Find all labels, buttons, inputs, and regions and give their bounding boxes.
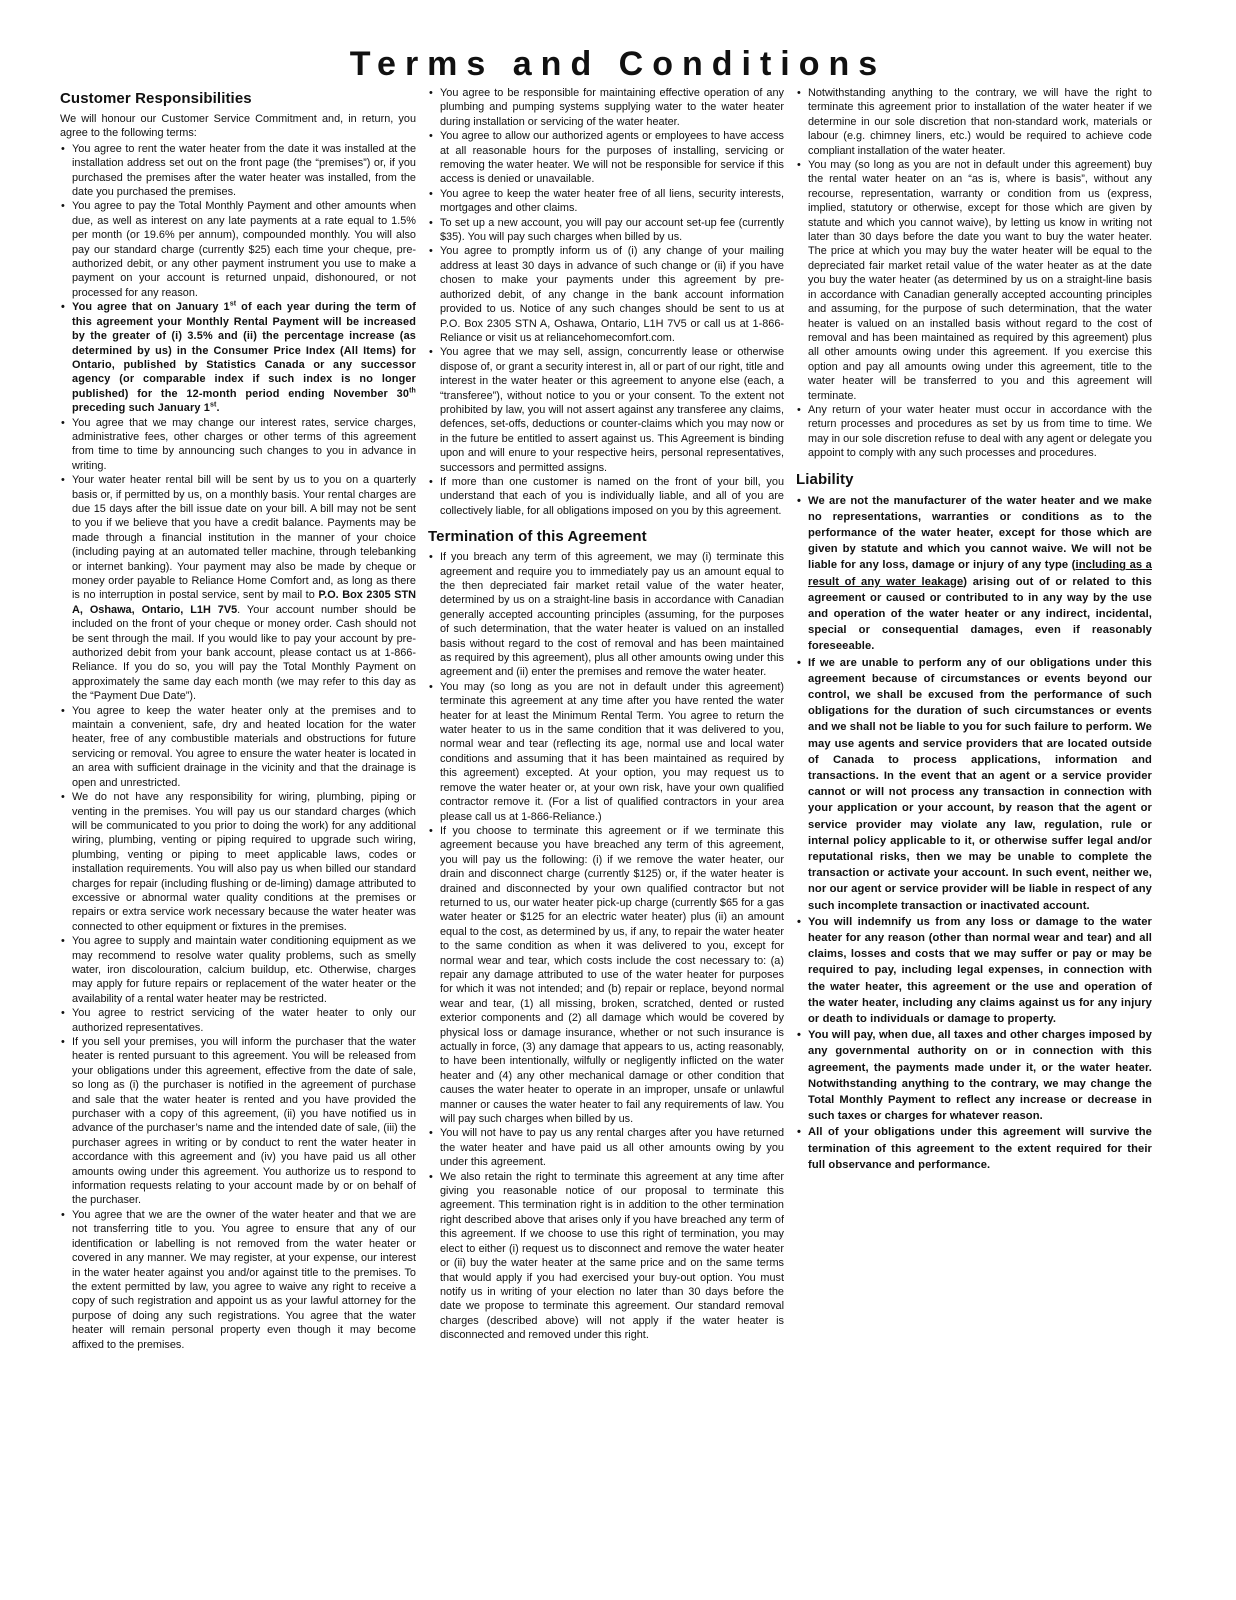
- intro-text: We will honour our Customer Service Commitment and, in return, you agree to the following terms:: [60, 113, 416, 140]
- list-item: • All of your obligations under this agreement will survive the termination of this agreement to the extent required for their full observance and performance.: [794, 1124, 1152, 1173]
- liability-list: [794, 493, 1152, 1174]
- list-item: • You agree to keep the water heater only at the premises and to maintain a convenient, safe, dry and heated location for the water heater, free of any combustible materials and obstructions for future servicing or removal. You agree to ensure the water heater is located in an area with sufficient drainage in the vicinity and that the drainage is open and unrestricted.: [58, 704, 416, 790]
- list-item: • You agree to allow our authorized agents or employees to have access at all reasonable hours for the purposes of installing, servicing or removing the water heater. We will not be responsible for service if this access is denied or unavailable.: [426, 129, 784, 187]
- column-3: [794, 86, 1152, 1556]
- list-item: • You agree to pay the Total Monthly Payment and other amounts when due, as well as interest on any late payments at a rate equal to 1.5% per month (or 19.6% per annum), compounded monthly. You will also pay our standard charge (currently $25) each time your cheque, pre-authorized debit, or any other payment instrument you use to make a payment on your account is returned unpaid, dishonoured, or not processed for any reason.: [58, 199, 416, 300]
- superscript: st: [229, 300, 237, 308]
- list-item: • If more than one customer is named on the front of your bill, you understand that each of you is individually liable, and all of you are collectively liable, for all obligations imposed on you by this agreement.: [426, 475, 784, 518]
- underlined-text: including as a result of any water leakage: [808, 559, 1152, 588]
- text-segment: . Your account number should be included on the front of your cheque or money order. Cash should not be sent through the mail. If you would like to pay your account by pre-authorized debit from your bank account, please contact us at 1-866-Reliance. If you do so, you will pay the Total Monthly Payment on approximately the same day each month (we may refer to this day as the “Payment Due Date”).: [72, 603, 416, 703]
- customer-responsibilities-list-continued: [426, 86, 784, 518]
- list-item: • You agree to promptly inform us of (i) any change of your mailing address at least 30 days in advance of such change or (ii) if you have chosen to make your payments under this agreement by pre-authorized debit, of any change in the bank account information provided to us. Notice of any such changes should be sent to us at P.O. Box 2305 STN A, Oshawa, Ontario, L1H 7V5 or call us at 1-866-Reliance or visit us at reliancehomecomfort.com.: [426, 244, 784, 345]
- section-heading-customer-responsibilities: Customer Responsibilities: [60, 90, 252, 107]
- list-item: • You may (so long as you are not in default under this agreement) buy the rental water heater on an “as is, where is basis”, without any recourse, representation, warranty or condition from us (express, implied, statutory or otherwise, except for those which are given by statute and which you cannot waive), by letting us know in writing not later than 30 days before the date you want to buy the water heater. The price at which you may buy the water heater will be equal to the depreciated fair market retail value of the water heater as at the date you buy the water heater (as determined by us on a straight-line basis in accordance with Canadian generally accepted accounting principles and assuming, for the purpose of such determination, that the water heater is valued on an installed basis without regard to the cost of removal and has been maintained as required by this agreement) plus all other amounts owing under this agreement. If you exercise this option and pay all amounts owing under this agreement, title to the water heater will be transferred to you and this agreement will terminate.: [794, 158, 1152, 403]
- list-item: [794, 493, 1152, 655]
- list-item: • You agree that we may change our interest rates, service charges, administrative fees, other charges or other terms of this agreement from time to time by announcing such changes to you in advance in writing.: [58, 416, 416, 474]
- superscript: st: [209, 401, 217, 409]
- text-segment: .: [216, 402, 220, 415]
- text-segment: ) arising out of or related to this agreement or caused or contributed to in any way by the use and operation of the water heater or any indirect, incidental, special or consequential damages, even if reasonably foreseeable.: [808, 575, 1152, 653]
- list-item: • You will pay, when due, all taxes and other charges imposed by any governmental authority on or in connection with this agreement, the payments made under it, or the water heater. Notwithstanding anything to the contrary, we may change the Total Monthly Payment to reflect any increase or decrease in such taxes or charges for whatever reason.: [794, 1027, 1152, 1124]
- list-item: • You will not have to pay us any rental charges after you have returned the water heater and have paid us all other amounts owing by you under this agreement.: [426, 1126, 784, 1169]
- list-item: • You agree to supply and maintain water conditioning equipment as we may recommend to resolve water quality problems, such as smelly water, iron discolouration, calcium buildup, etc. Otherwise, charges may apply for future repairs or replacement of the water heater or the availability of a rental water heater may be restricted.: [58, 934, 416, 1006]
- list-item: • You agree to be responsible for maintaining effective operation of any plumbing and pumping systems supplying water to the water heater during installation or servicing of the water heater.: [426, 86, 784, 129]
- text-segment: We are not the manufacturer of the water heater and we make no representations, warranties or conditions as to the performance of the water heater, except for those which are given by statute and which you cannot waive. We will not be liable for any loss, damage or injury of any type (: [808, 494, 1152, 572]
- text-segment: of each year during the term of this agreement your Monthly Rental Payment will be increased by the greater of (i) 3.5% and (ii) the percentage increase (as determined by us) in the Consumer Price Index (All Items) for Ontario, published by Statistics Canada or any successor agency (or comparable index if such index is no longer published) for the 12-month period ending November 30: [72, 301, 416, 400]
- text-segment: Your water heater rental bill will be sent by us to you on a quarterly basis or, if permitted by us, on a monthly basis. Your rental charges are due 15 days after the bill issue date on your bill. A bill may not be sent to you if we believe that you have a credit balance. Payments may be made through a financial institution in the manner of your choice (including paying at an automated teller machine, through telebanking or internet banking). Your payment may also be made by cheque or money order payable to Reliance Home Comfort and, as long as there is no interruption in postal service, sent by mail to: [72, 474, 416, 602]
- list-item: • If you sell your premises, you will inform the purchaser that the water heater is rented pursuant to this agreement. You will be released from your obligations under this agreement, effective from the date of sale, so long as (i) the purchaser is notified in the agreement of purchase and sale that the water heater is rented and you have provided the purchaser with a copy of this agreement, (ii) you have notified us in advance of the purchaser’s name and the intended date of sale, (iii) the purchaser agrees in writing or by conduct to rent the water heater in accordance with this agreement and (iv) you have paid us all other amounts owing under this agreement. You authorize us to respond to information requests relating to your account made by or on behalf of the purchaser.: [58, 1035, 416, 1208]
- list-item: • You may (so long as you are not in default under this agreement) terminate this agreement at any time after you have rented the water heater for at least the Minimum Rental Term. You agree to return the water heater to us in the same condition that it was delivered to you, normal wear and tear (reflecting its age, normal use and local water conditions and assuming that it has been maintained as required by this agreement) excepted. At your option, you may request us to remove the water heater or, at your own risk, have your own qualified contractor remove it. (For a list of qualified contractors in your area please call us at 1-866-Reliance.): [426, 680, 784, 824]
- list-item: • You will indemnify us from any loss or damage to the water heater for any reason (other than normal wear and tear) and all claims, losses and costs that we may suffer or pay or may be required to pay, including legal expenses, in connection with the water heater, this agreement or the use and operation of the water heater, including any claims against us for any injury or death to individuals or damage to property.: [794, 914, 1152, 1027]
- column-2: [426, 86, 784, 1556]
- list-item: • We also retain the right to terminate this agreement at any time after giving you reasonable notice of our proposal to terminate this agreement. This termination right is in addition to the other termination right described above that arises only if you have breached any term of this agreement. If we choose to use this right of termination, you may elect to either (i) request us to disconnect and remove the water heater or (ii) buy the water heater at the same price and on the same terms that would apply if you had exercised your buy-out option. You must notify us in writing of your election no later than 30 days before the date we propose to terminate this agreement. Our standard removal charges (described above) will not apply if the water heater is disconnected and removed under this right.: [426, 1170, 784, 1343]
- page-title: Terms and Conditions: [349, 45, 887, 83]
- list-item: • To set up a new account, you will pay our account set-up fee (currently $35). You will pay such charges when billed by us.: [426, 216, 784, 245]
- list-item: • You agree to keep the water heater free of all liens, security interests, mortgages and other claims.: [426, 187, 784, 216]
- list-item: • If you breach any term of this agreement, we may (i) terminate this agreement and require you to immediately pay us an amount equal to the then depreciated fair market retail value of the water heater, determined by us on a straight-line basis in accordance with Canadian generally accepted accounting principles (assuming, for the purposes of such determination, that the water heater is valued on an installed basis without regard to the cost of removal and has been maintained as required by this agreement), plus all other amounts owing under this agreement and (ii) enter the premises and remove the water heater.: [426, 550, 784, 680]
- mailing-address: P.O. Box 2305 STN A, Oshawa, Ontario, L1H 7V5: [72, 589, 416, 616]
- list-item: [58, 473, 416, 704]
- customer-responsibilities-list: [58, 142, 416, 1352]
- list-item: • Any return of your water heater must occur in accordance with the return processes and procedures as set by us from time to time. We may in our sole discretion refuse to deal with any agent or delegate you appoint to comply with any such processes and procedures.: [794, 403, 1152, 461]
- list-item: • You agree that we are the owner of the water heater and that we are not transferring title to you. You agree to ensure that any of our identification or labelling is not removed from the water heater or covered in any manner. We may register, at your expense, our interest in the water heater against you and/or against title to the premises. To the extent permitted by law, you agree to waive any right to receive a copy of such registration and appoint us as your lawful attorney for the purpose of doing any such registrations. You agree that the water heater will remain personal property even though it may become affixed to the premises.: [58, 1208, 416, 1352]
- section-heading-liability: Liability: [796, 470, 854, 488]
- text-segment: You agree that on January 1: [72, 301, 230, 314]
- list-item: • Notwithstanding anything to the contrary, we will have the right to terminate this agreement prior to installation of the water heater if we determine in our sole discretion that non-standard work, materials or labour (e.g. chimney liners, etc.) would be required to achieve code compliant installation of the water heater.: [794, 86, 1152, 158]
- superscript: th: [409, 387, 416, 395]
- list-item: • You agree to rent the water heater from the date it was installed at the installation address set out on the front page (the “premises”) or, if you purchased the premises after the water heater was installed, from the date you purchased the premises.: [58, 142, 416, 200]
- list-item: • If we are unable to perform any of our obligations under this agreement because of circumstances or events beyond our control, we shall be excused from the performance of such obligations for the duration of such circumstances or events and we shall not be liable to you for such failure to perform. We may use agents and service providers that are located outside of Canada to process applications, information and transactions. In the event that an agent or a service provider cannot or will not process any transaction in connection with your application or your account, by reason that the agent or service provider may violate any law, regulation, rule or internal policy applicable to it, or otherwise suffer legal and/or reputational risks, then we may be unable to complete the transaction or activate your account. In such event, neither we, nor our agent or service provider will be liable in respect of any such incomplete transaction or inactivated account.: [794, 655, 1152, 914]
- section-heading-termination: Termination of this Agreement: [428, 528, 647, 546]
- list-item: • We do not have any responsibility for wiring, plumbing, piping or venting in the premises. You will pay us our standard charges (which will be communicated to you prior to doing the work) for any additional wiring, plumbing, venting or piping required to upgrade such wiring, plumbing, venting or piping to meet applicable laws, codes or installation requirements. You will also pay us when billed our standard charges for repair (including flushing or de-liming) damage attributed to excessive or abnormal water quality conditions at the premises or repairs or extra service work necessary because the water heater was connected to other equipment or fixtures in the premises.: [58, 790, 416, 934]
- termination-list: [426, 550, 784, 1342]
- list-item: • If you choose to terminate this agreement or if we terminate this agreement because you have breached any term of this agreement, you will pay us the following: (i) if we remove the water heater, our drain and disconnect charge (currently $125) or, if the water heater is drained and disconnected by your own qualified contractor but not returned to us, our water heater pick-up charge (currently $65 for a gas water heater or $125 for an electric water heater) plus (ii) an amount equal to the cost, as determined by us, if any, to repair the water heater to the same condition as when it was delivered to you, except for normal wear and tear, which costs include the cost necessary to: (a) repair any damage attributed to use of the water heater for purposes for which it was not intended; and (b) repair or replace, beyond normal wear and tear, (1) all missing, broken, scratched, dented or rusted exterior components and (2) all damage which would be covered by physical loss or damage insurance, whether or not such insurance is actually in force, (3) any damage that appears to us, acting reasonably, to have been intentionally, wilfully or negligently inflicted on the water heater and (4) any other mechanical damage or other condition that causes the water heater to operate in an improper, unsafe or unlawful manner or causes the water heater to fail any requirements of law. You will pay such charges when billed by us.: [426, 824, 784, 1127]
- list-item: [58, 300, 416, 415]
- list-item: • You agree to restrict servicing of the water heater to only our authorized representatives.: [58, 1006, 416, 1035]
- column-1: [58, 88, 416, 1558]
- text-segment: preceding such January 1: [72, 402, 210, 415]
- list-item: • You agree that we may sell, assign, concurrently lease or otherwise dispose of, or grant a security interest in, all or part of our right, title and interest in the water heater or this agreement to anyone else (each, a “transferee”), without notice to you or your consent. To the extent not prohibited by law, you will not assert against any transferee any claims, defences, set-offs, deductions or counter-claims which you may now or in the future be entitled to assert against us. This Agreement is binding upon and will enure to your respective heirs, personal representatives, successors and permitted assigns.: [426, 345, 784, 475]
- termination-list-continued: [794, 86, 1152, 461]
